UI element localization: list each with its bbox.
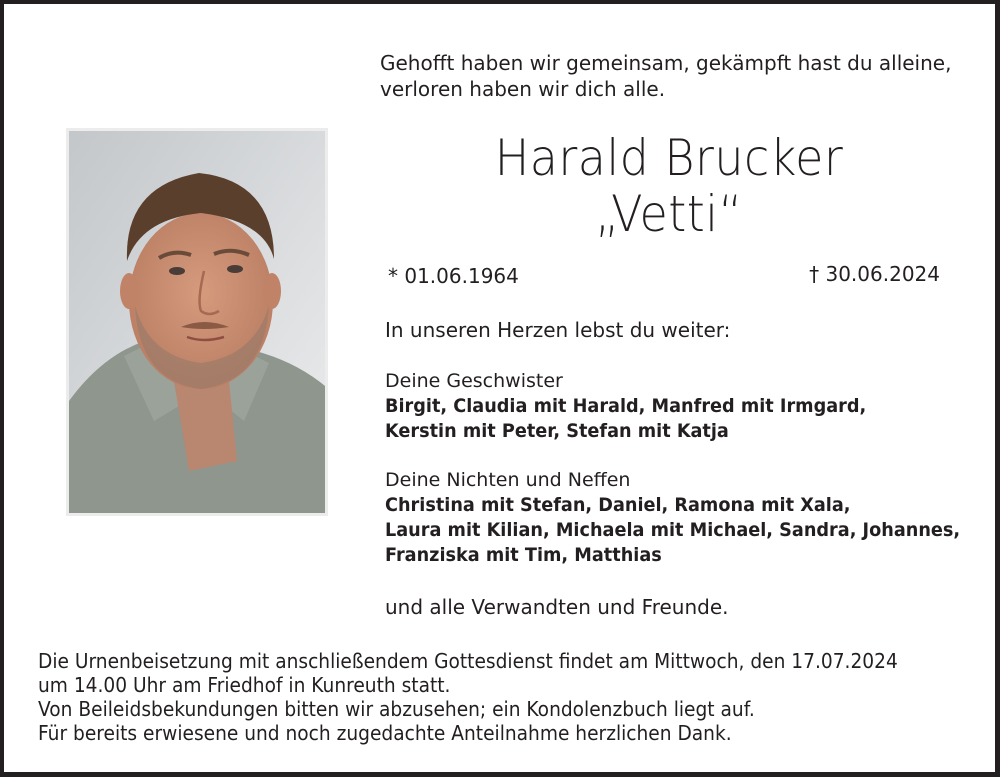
intro-line: In unseren Herzen lebst du weiter: — [385, 318, 731, 342]
motto-line: Gehofft haben wir gemeinsam, gekämpft hast du alleine, — [380, 51, 952, 75]
deceased-nickname: „Vetti“ — [595, 185, 743, 243]
funeral-info — [38, 649, 898, 745]
group-names-line: Franziska mit Tim, Matthias — [385, 544, 662, 566]
deceased-name-block — [425, 130, 913, 242]
mourners-group-nieces-nephews — [385, 468, 1000, 568]
birth-date: * 01.06.1964 — [388, 264, 519, 288]
funeral-info-line: Von Beileidsbekundungen bitten wir abzusehen; ein Kondolenzbuch liegt auf. — [38, 697, 755, 721]
motto-quote — [380, 50, 951, 102]
death-date: † 30.06.2024 — [809, 262, 940, 286]
funeral-info-line: Für bereits erwiesene und noch zugedachte Anteilnahme herzlichen Dank. — [38, 721, 732, 745]
portrait-image — [69, 131, 325, 513]
group-label: Deine Nichten und Neffen — [385, 469, 631, 491]
group-label: Deine Geschwister — [385, 370, 563, 392]
group-names-line: Christina mit Stefan, Daniel, Ramona mit Xala, — [385, 494, 851, 516]
group-names-line: Laura mit Kilian, Michaela mit Michael, Sandra, Johannes, — [385, 519, 961, 541]
funeral-info-line: um 14.00 Uhr am Friedhof in Kunreuth statt. — [38, 673, 451, 697]
funeral-info-line: Die Urnenbeisetzung mit anschließendem Gottesdienst findet am Mittwoch, den 17.07.2024 — [38, 649, 898, 673]
group-names-line: Kerstin mit Peter, Stefan mit Katja — [385, 420, 729, 442]
mourners-group-siblings — [385, 369, 902, 444]
portrait-photo — [66, 128, 328, 516]
deceased-name: Harald Brucker — [494, 129, 844, 187]
group-names-line: Birgit, Claudia mit Harald, Manfred mit Irmgard, — [385, 395, 867, 417]
motto-line: verloren haben wir dich alle. — [380, 77, 666, 101]
closing-line: und alle Verwandten und Freunde. — [385, 595, 729, 619]
